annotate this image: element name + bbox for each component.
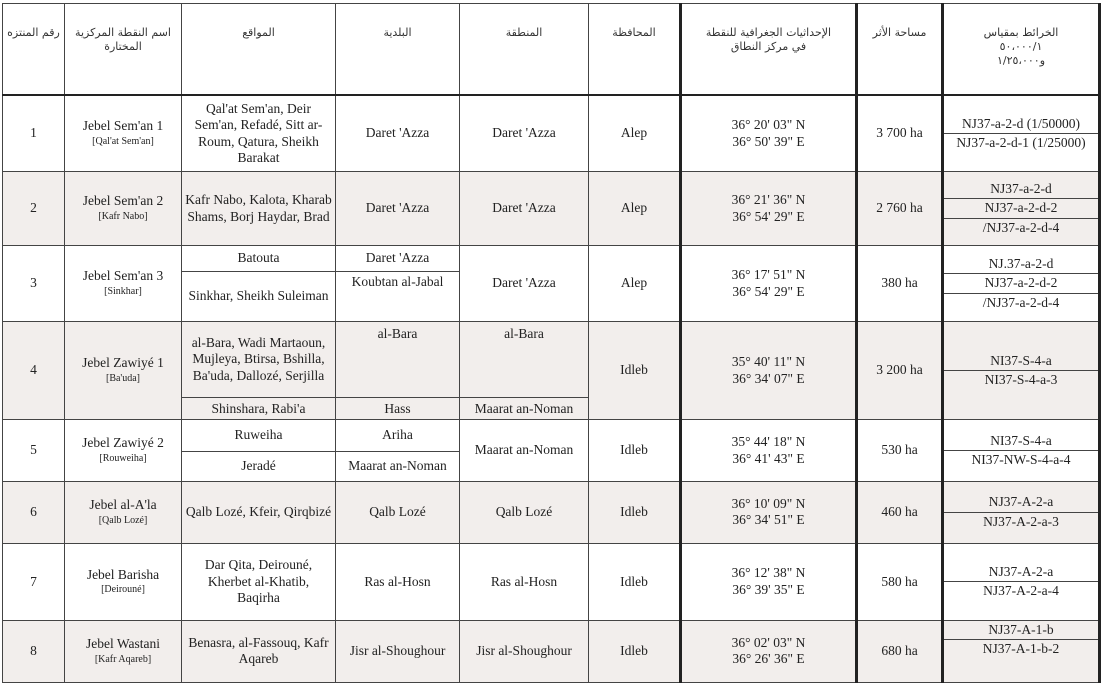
name-sub: [Kafr Nabo]: [98, 210, 148, 222]
row-municipality: Daret 'Azza: [336, 171, 460, 245]
row-area: 2 760 ha: [857, 171, 943, 245]
row-governorate: Alep: [589, 246, 681, 321]
map-sheet: /NJ37-a-2-d-4: [982, 219, 1060, 235]
row-region: Maarat an-Noman: [460, 398, 589, 420]
name-main: Jebel Zawiyé 2: [82, 435, 164, 451]
row-governorate: Idleb: [589, 620, 681, 682]
table-row: [3, 544, 1100, 620]
name-main: Jebel Sem'an 1: [82, 118, 164, 134]
row-sites: Sinkhar, Sheikh Suleiman: [182, 271, 336, 321]
coord-lat: 36° 10' 09" N: [731, 495, 806, 511]
row-region: Daret 'Azza: [460, 95, 589, 171]
row-name: [65, 420, 182, 481]
row-num: 4: [3, 321, 65, 420]
row-maps: [943, 620, 1100, 682]
header-maps-scale-2: و١/٢٥،٠٠٠: [996, 54, 1046, 67]
map-sheet: NJ37-a-2-d-2: [944, 274, 1098, 294]
row-maps: [943, 171, 1100, 245]
row-area: 3 700 ha: [857, 95, 943, 171]
row-municipality: al-Bara: [336, 321, 460, 397]
row-name: [65, 95, 182, 171]
row-area: 380 ha: [857, 246, 943, 321]
coord-lon: 36° 34' 07" E: [732, 370, 805, 386]
row-coords: [681, 481, 857, 543]
row-coords: [681, 321, 857, 420]
row-maps: [943, 246, 1100, 321]
coord-lat: 36° 17' 51" N: [731, 267, 806, 283]
row-governorate: Idleb: [589, 321, 681, 420]
name-sub: [Deirouné]: [101, 584, 145, 596]
name-sub: [Sinkhar]: [104, 285, 142, 297]
row-area: 460 ha: [857, 481, 943, 543]
map-sheet: NJ37-a-2-d-1 (1/25000): [956, 135, 1086, 150]
row-coords: [681, 420, 857, 481]
row-area: 680 ha: [857, 620, 943, 682]
row-region: Daret 'Azza: [460, 171, 589, 245]
row-num: 5: [3, 420, 65, 481]
row-municipality: Koubtan al-Jabal: [336, 271, 460, 321]
map-sheet: NJ37-A-2-a: [944, 493, 1098, 513]
row-coords: [681, 544, 857, 620]
row-governorate: Alep: [589, 95, 681, 171]
coord-lon: 36° 39' 35" E: [732, 581, 805, 597]
header-maps-title: الخرائط بمقياس: [983, 26, 1059, 39]
row-maps: [943, 321, 1100, 420]
row-region: Qalb Lozé: [460, 481, 589, 543]
row-sites: Jeradé: [182, 451, 336, 481]
table-row: [3, 246, 1100, 271]
table-row: [3, 171, 1100, 245]
name-sub: [Ba'uda]: [105, 372, 140, 384]
row-num: 6: [3, 481, 65, 543]
row-region: Jisr al-Shoughour: [460, 620, 589, 682]
header-sites: المواقع: [182, 4, 336, 96]
row-region: Daret 'Azza: [460, 246, 589, 321]
coord-lon: 36° 54' 29" E: [732, 283, 805, 299]
row-coords: [681, 95, 857, 171]
map-sheet: NI37-NW-S-4-a-4: [971, 452, 1071, 468]
row-governorate: Idleb: [589, 420, 681, 481]
row-municipality: Maarat an-Noman: [336, 451, 460, 481]
row-maps: [943, 95, 1100, 171]
row-area: 3 200 ha: [857, 321, 943, 420]
map-sheet: /NJ37-a-2-d-4: [982, 294, 1060, 310]
row-maps: [943, 544, 1100, 620]
row-coords: [681, 620, 857, 682]
row-municipality: Jisr al-Shoughour: [336, 620, 460, 682]
row-region: al-Bara: [460, 321, 589, 397]
row-sites: Qalb Lozé, Kfeir, Qirqbizé: [182, 481, 336, 543]
map-sheet: NJ.37-a-2-d: [944, 255, 1098, 275]
row-num: 8: [3, 620, 65, 682]
coord-lon: 36° 50' 39" E: [732, 133, 805, 149]
map-sheet: NJ37-A-1-b-2: [982, 641, 1060, 657]
row-num: 2: [3, 171, 65, 245]
coord-lat: 36° 12' 38" N: [731, 565, 806, 581]
row-coords: [681, 246, 857, 321]
header-row: [3, 4, 1100, 96]
row-sites: Shinshara, Rabi'a: [182, 398, 336, 420]
name-sub: [Kafr Aqareb]: [94, 653, 152, 665]
map-sheet: NI37-S-4-a: [944, 352, 1098, 372]
row-sites: Batouta: [182, 246, 336, 271]
row-municipality: Ras al-Hosn: [336, 544, 460, 620]
map-sheet: NJ37-a-2-d (1/50000): [944, 115, 1098, 135]
row-governorate: Idleb: [589, 544, 681, 620]
map-sheet: NI37-S-4-a: [944, 432, 1098, 452]
name-main: Jebel Sem'an 2: [82, 193, 164, 209]
row-municipality: Ariha: [336, 420, 460, 451]
coord-lon: 36° 41' 43" E: [732, 450, 805, 466]
row-governorate: Alep: [589, 171, 681, 245]
coord-lon: 36° 26' 36" E: [732, 651, 805, 667]
sites-table: [2, 3, 1101, 683]
map-sheet: NJ37-A-2-a: [944, 563, 1098, 583]
row-municipality: Daret 'Azza: [336, 95, 460, 171]
header-governorate: المحافظة: [589, 4, 681, 96]
header-municipality: البلدية: [336, 4, 460, 96]
header-region: المنطقة: [460, 4, 589, 96]
row-region: Ras al-Hosn: [460, 544, 589, 620]
row-num: 3: [3, 246, 65, 321]
name-main: Jebel Wastani: [85, 636, 161, 652]
table-row: [3, 321, 1100, 397]
header-maps: [943, 4, 1100, 96]
table-row: [3, 420, 1100, 451]
row-name: [65, 246, 182, 321]
coord-lat: 35° 44' 18" N: [731, 434, 806, 450]
header-area: مساحة الأثر: [857, 4, 943, 96]
row-area: 530 ha: [857, 420, 943, 481]
row-coords: [681, 171, 857, 245]
table-row: [3, 481, 1100, 543]
map-sheet: NJ37-A-2-a-4: [983, 583, 1059, 599]
coord-lat: 36° 21' 36" N: [731, 192, 806, 208]
table-row: [3, 95, 1100, 171]
coord-lon: 36° 34' 51" E: [732, 512, 805, 528]
name-sub: [Rouweiha]: [99, 452, 147, 464]
map-sheet: NJ37-a-2-d: [944, 180, 1098, 200]
map-sheet: NI37-S-4-a-3: [984, 372, 1058, 388]
row-maps: [943, 481, 1100, 543]
name-sub: [Qalb Lozé]: [98, 514, 148, 526]
row-sites: al-Bara, Wadi Martaoun, Mujleya, Btirsa, Bshilla, Ba'uda, Dallozé, Serjilla: [182, 321, 336, 397]
row-municipality: Hass: [336, 398, 460, 420]
row-sites: Kafr Nabo, Kalota, Kharab Shams, Borj Haydar, Brad: [182, 171, 336, 245]
map-sheet: NJ37-A-2-a-3: [983, 513, 1059, 529]
map-sheet: NJ37-a-2-d-2: [944, 199, 1098, 219]
row-sites: Dar Qita, Deirouné, Kherbet al-Khatib, Baqirha: [182, 544, 336, 620]
row-area: 580 ha: [857, 544, 943, 620]
coord-lat: 36° 20' 03" N: [731, 117, 806, 132]
header-maps-scale-1: ٥٠،٠٠٠/١: [999, 40, 1043, 53]
row-name: [65, 620, 182, 682]
header-num: رقم المنتزه: [3, 4, 65, 96]
map-sheet: NJ37-A-1-b: [944, 621, 1098, 641]
row-maps: [943, 420, 1100, 481]
row-governorate: Idleb: [589, 481, 681, 543]
row-name: [65, 481, 182, 543]
coord-lat: 35° 40' 11" N: [731, 354, 806, 370]
name-main: Jebel Zawiyé 1: [82, 355, 164, 371]
row-region: Maarat an-Noman: [460, 420, 589, 481]
name-main: Jebel Barisha: [86, 566, 160, 582]
row-name: [65, 321, 182, 420]
row-sites: Qal'at Sem'an, Deir Sem'an, Refadé, Sitt ar-Roum, Qatura, Sheikh Barakat: [182, 95, 336, 171]
header-name: اسم النقطة المركزية المختارة: [65, 4, 182, 96]
header-coords: الإحداثيات الجغرافية للنقطة في مركز النطاق: [681, 4, 857, 96]
name-main: Jebel al-A'la: [89, 497, 157, 513]
row-municipality: Qalb Lozé: [336, 481, 460, 543]
row-sites: Benasra, al-Fassouq, Kafr Aqareb: [182, 620, 336, 682]
row-num: 7: [3, 544, 65, 620]
coord-lat: 36° 02' 03" N: [731, 634, 806, 650]
row-num: 1: [3, 95, 65, 171]
row-name: [65, 544, 182, 620]
row-name: [65, 171, 182, 245]
name-sub: [Qal'at Sem'an]: [92, 135, 154, 147]
row-sites: Ruweiha: [182, 420, 336, 451]
row-municipality: Daret 'Azza: [336, 246, 460, 271]
name-main: Jebel Sem'an 3: [82, 268, 164, 284]
coord-lon: 36° 54' 29" E: [732, 208, 805, 224]
table-row: [3, 620, 1100, 682]
